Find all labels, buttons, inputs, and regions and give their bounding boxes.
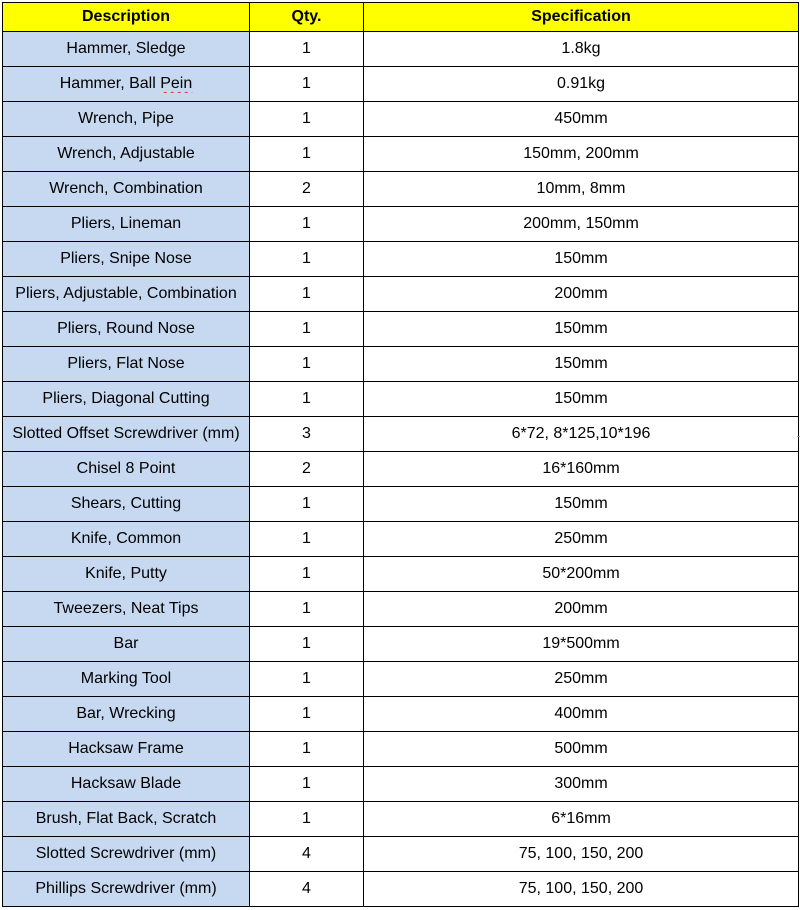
table-row (3, 627, 799, 662)
table-body (3, 32, 799, 907)
description-cell (3, 32, 250, 67)
description-text: Pliers, Diagonal Cutting (42, 390, 210, 407)
description-cell (3, 487, 250, 522)
description-cell (3, 452, 250, 487)
qty-cell: 1 (250, 32, 364, 67)
specification-cell: 1.8kg (364, 32, 799, 67)
qty-cell: 1 (250, 382, 364, 417)
table-row (3, 32, 799, 67)
description-text: Pliers, Round Nose (57, 320, 195, 337)
qty-cell: 1 (250, 207, 364, 242)
description-cell (3, 697, 250, 732)
specification-cell: 150mm (364, 312, 799, 347)
description-text: Brush, Flat Back, Scratch (35, 810, 217, 827)
description-text: Pliers, Flat Nose (67, 355, 185, 372)
description-cell (3, 732, 250, 767)
table-row (3, 592, 799, 627)
specification-cell: 500mm (364, 732, 799, 767)
description-text: Wrench, Pipe (78, 110, 174, 127)
table-row (3, 767, 799, 802)
description-cell (3, 102, 250, 137)
qty-cell: 1 (250, 137, 364, 172)
header-description: Description (3, 3, 250, 32)
description-cell (3, 207, 250, 242)
table-row (3, 137, 799, 172)
qty-cell: 4 (250, 872, 364, 907)
description-cell (3, 802, 250, 837)
description-text: Knife, Common (70, 530, 182, 547)
table-row (3, 67, 799, 102)
specification-cell: 75, 100, 150, 200 (364, 837, 799, 872)
qty-cell: 1 (250, 592, 364, 627)
table-row (3, 277, 799, 312)
header-specification: Specification (364, 3, 799, 32)
description-text: Hammer, Sledge (66, 40, 186, 57)
description-text: Wrench, Adjustable (57, 145, 195, 162)
specification-cell: 250mm (364, 522, 799, 557)
qty-cell: 1 (250, 557, 364, 592)
qty-cell: 1 (250, 522, 364, 557)
qty-cell: 4 (250, 837, 364, 872)
qty-cell: 1 (250, 662, 364, 697)
description-text: Hacksaw Blade (70, 775, 182, 792)
qty-cell: 1 (250, 767, 364, 802)
description-text: Pliers, Lineman (70, 215, 182, 232)
description-text: Chisel 8 Point (76, 460, 176, 477)
qty-cell: 2 (250, 452, 364, 487)
description-cell (3, 592, 250, 627)
specification-cell: 200mm (364, 592, 799, 627)
specification-cell: 19*500mm (364, 627, 799, 662)
specification-cell: 0.91kg (364, 67, 799, 102)
qty-cell: 1 (250, 67, 364, 102)
description-text: Shears, Cutting (70, 495, 182, 512)
description-cell (3, 67, 250, 102)
specification-cell: 200mm, 150mm (364, 207, 799, 242)
specification-cell: 6*16mm (364, 802, 799, 837)
specification-cell: 400mm (364, 697, 799, 732)
specification-cell: 50*200mm (364, 557, 799, 592)
description-text: Slotted Screwdriver (mm) (35, 845, 217, 862)
specification-cell: 16*160mm (364, 452, 799, 487)
table-row (3, 417, 799, 452)
description-text: Phillips Screwdriver (mm) (35, 880, 217, 897)
description-cell (3, 837, 250, 872)
table-row (3, 522, 799, 557)
tools-table (2, 2, 799, 907)
qty-cell: 1 (250, 802, 364, 837)
description-cell (3, 277, 250, 312)
table-row (3, 697, 799, 732)
table-row (3, 452, 799, 487)
description-cell (3, 522, 250, 557)
table-row (3, 662, 799, 697)
table-row (3, 872, 799, 907)
header-row (3, 3, 799, 32)
table-row (3, 837, 799, 872)
qty-cell: 2 (250, 172, 364, 207)
description-text: Hammer, Ball Pein (59, 75, 193, 92)
table-row (3, 102, 799, 137)
description-text: Knife, Putty (85, 565, 167, 582)
table-row (3, 732, 799, 767)
description-text: Tweezers, Neat Tips (53, 600, 199, 617)
table-row (3, 802, 799, 837)
description-text: Slotted Offset Screwdriver (mm) (12, 425, 240, 442)
specification-cell: 75, 100, 150, 200 (364, 872, 799, 907)
qty-cell: 3 (250, 417, 364, 452)
description-cell (3, 767, 250, 802)
qty-cell: 1 (250, 312, 364, 347)
table-row (3, 207, 799, 242)
qty-cell: 1 (250, 487, 364, 522)
specification-cell: 150mm, 200mm (364, 137, 799, 172)
description-cell (3, 382, 250, 417)
description-text: Bar, Wrecking (76, 705, 176, 722)
specification-cell: 6*72, 8*125,10*196 (364, 417, 799, 452)
description-text: Bar (113, 635, 139, 652)
header-qty: Qty. (250, 3, 364, 32)
qty-cell: 1 (250, 627, 364, 662)
table-row (3, 242, 799, 277)
table-row (3, 312, 799, 347)
description-cell (3, 137, 250, 172)
description-text: Pliers, Adjustable, Combination (15, 285, 237, 302)
description-text: Hacksaw Frame (68, 740, 184, 757)
table-row (3, 347, 799, 382)
specification-cell: 450mm (364, 102, 799, 137)
qty-cell: 1 (250, 277, 364, 312)
specification-cell: 150mm (364, 347, 799, 382)
description-cell (3, 872, 250, 907)
table-row (3, 382, 799, 417)
description-cell (3, 347, 250, 382)
description-text: Pliers, Snipe Nose (60, 250, 192, 267)
description-cell (3, 172, 250, 207)
qty-cell: 1 (250, 242, 364, 277)
specification-cell: 200mm (364, 277, 799, 312)
specification-cell: 10mm, 8mm (364, 172, 799, 207)
description-cell (3, 417, 250, 452)
description-cell (3, 312, 250, 347)
description-cell (3, 242, 250, 277)
qty-cell: 1 (250, 102, 364, 137)
description-text: Wrench, Combination (49, 180, 203, 197)
description-cell (3, 662, 250, 697)
qty-cell: 1 (250, 732, 364, 767)
table-row (3, 172, 799, 207)
specification-cell: 300mm (364, 767, 799, 802)
description-cell (3, 627, 250, 662)
specification-cell: 150mm (364, 382, 799, 417)
spellcheck-mark: Pein (160, 75, 193, 92)
specification-cell: 250mm (364, 662, 799, 697)
table-row (3, 487, 799, 522)
specification-cell: 150mm (364, 242, 799, 277)
table-row (3, 557, 799, 592)
qty-cell: 1 (250, 347, 364, 382)
qty-cell: 1 (250, 697, 364, 732)
description-text: Marking Tool (80, 670, 172, 687)
description-cell (3, 557, 250, 592)
specification-cell: 150mm (364, 487, 799, 522)
